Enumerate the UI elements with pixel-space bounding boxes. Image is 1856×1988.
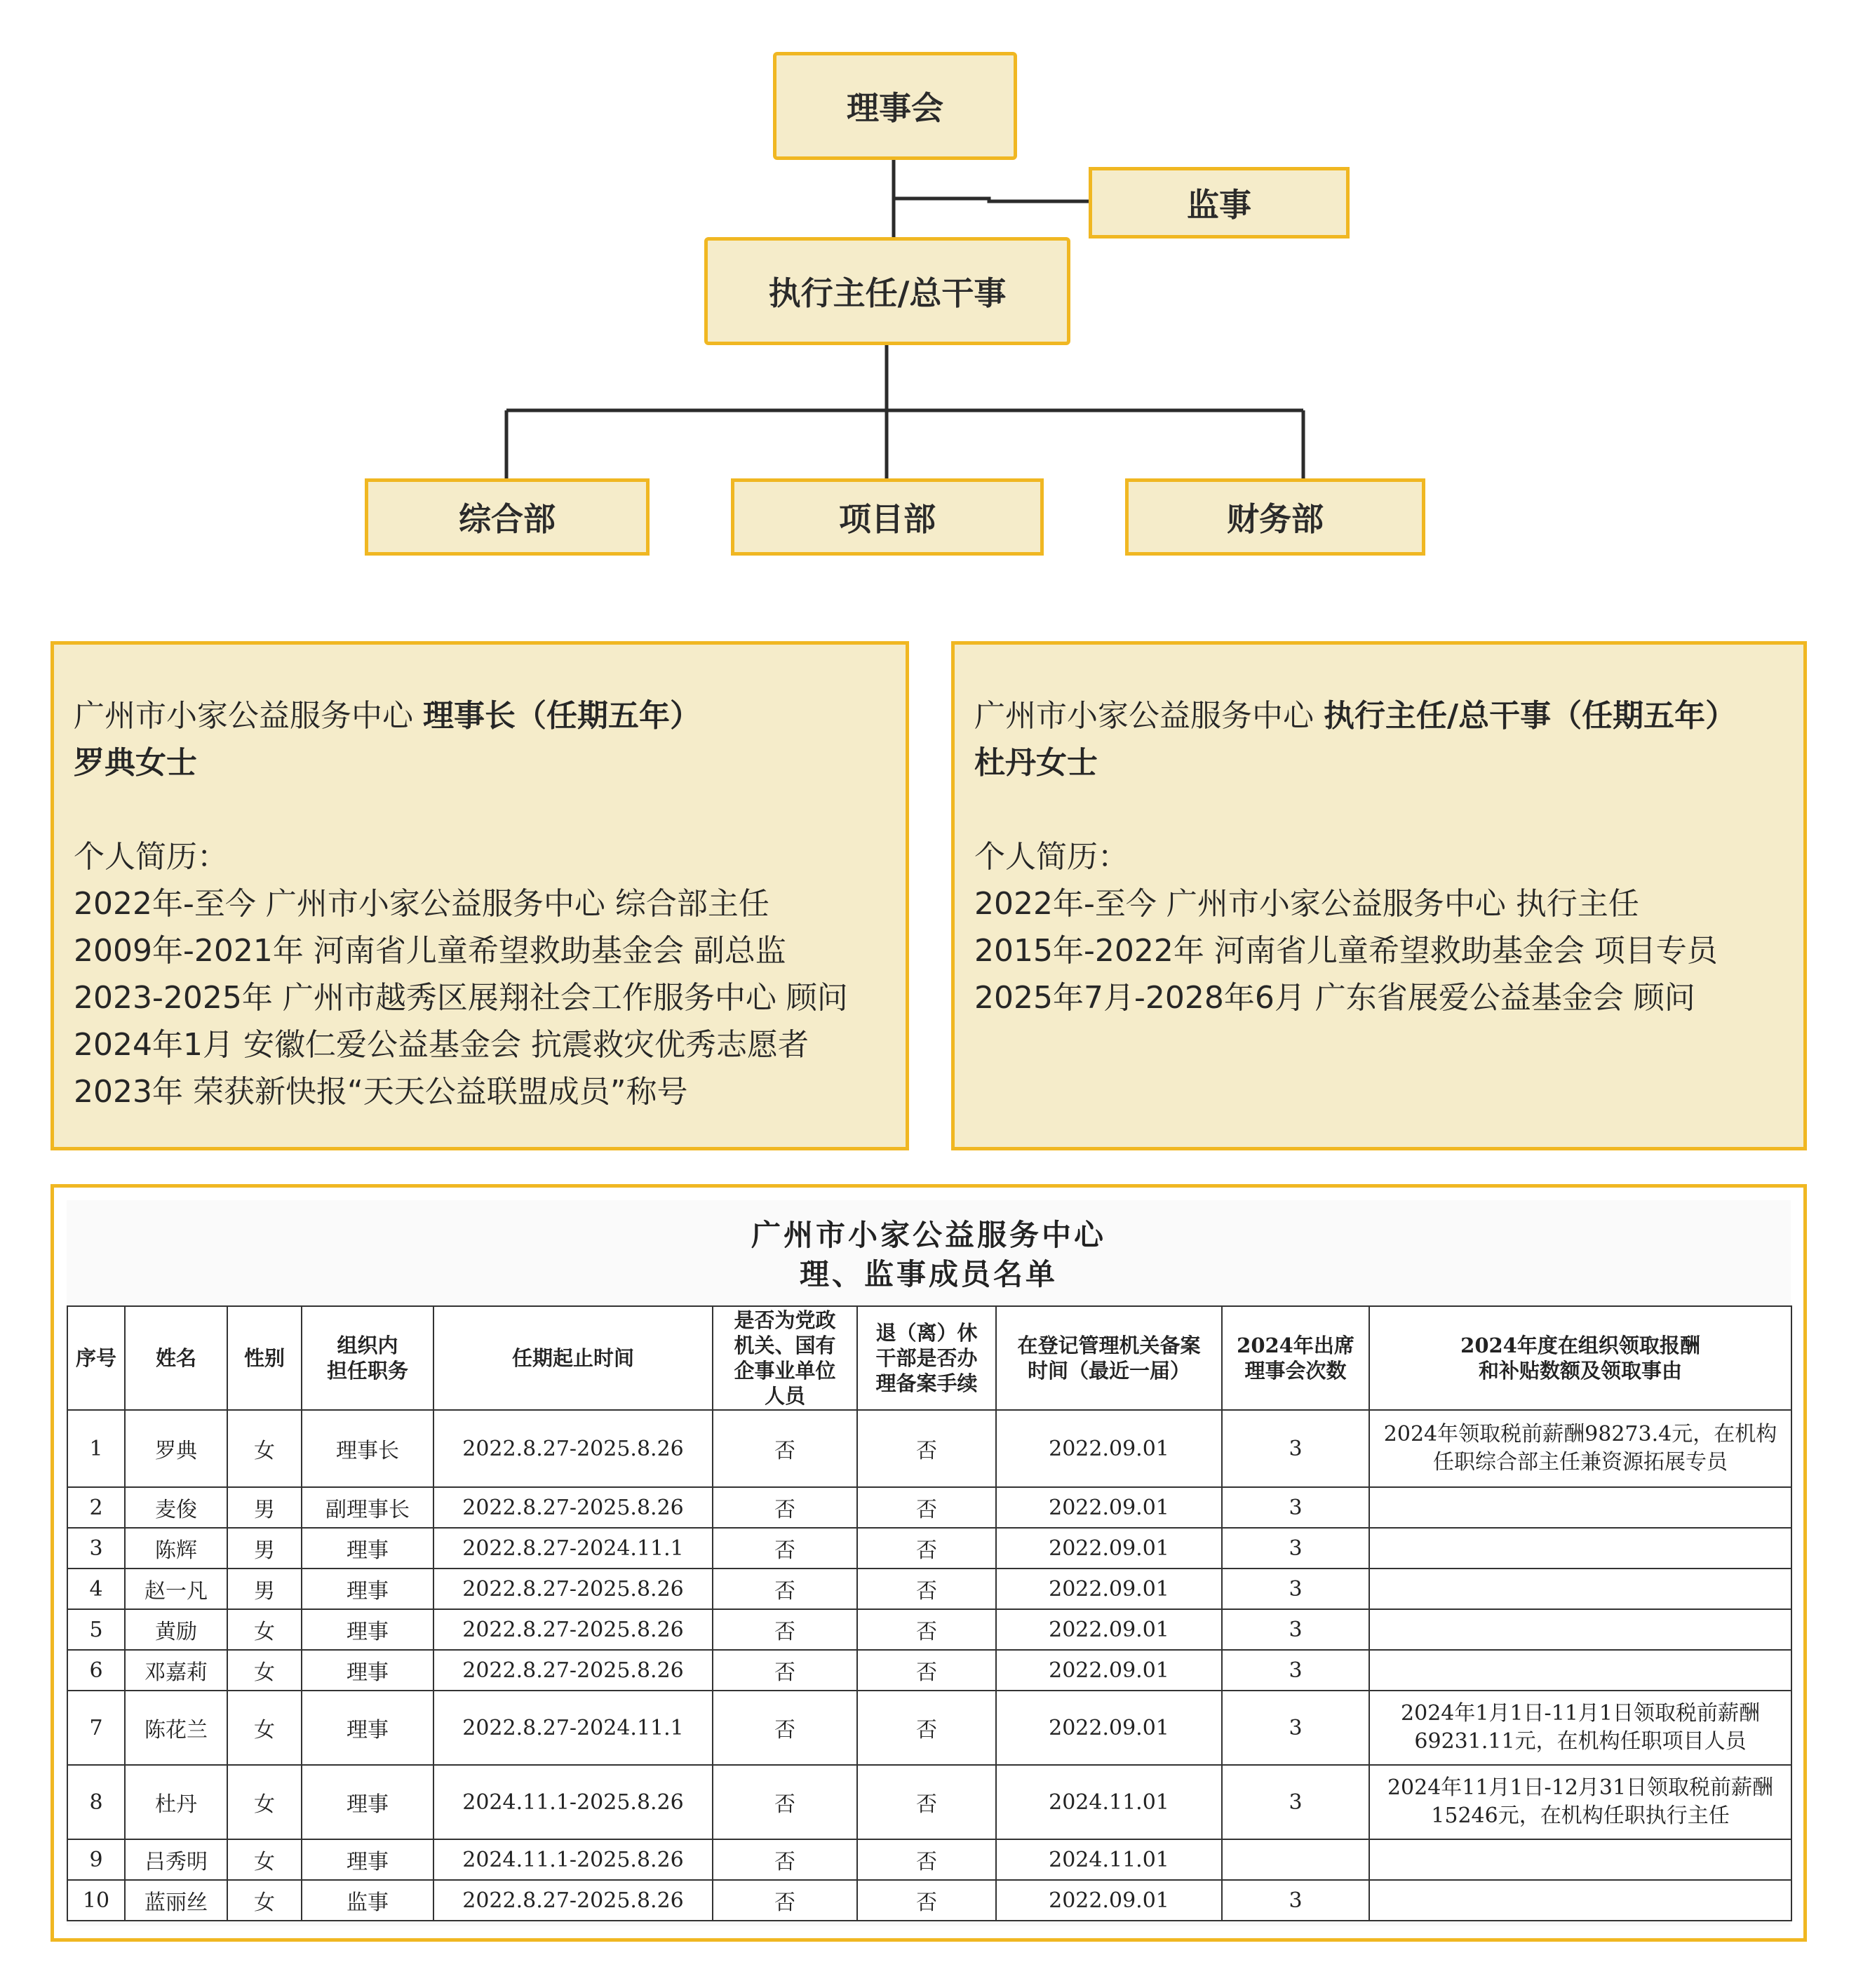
table-cell: 2022.09.01 <box>996 1569 1222 1609</box>
column-header: 任期起止时间 <box>433 1306 713 1410</box>
table-cell: 陈辉 <box>125 1528 227 1569</box>
table-cell: 女 <box>227 1609 302 1650</box>
table-cell: 4 <box>67 1569 125 1609</box>
project-dept-box: 项目部 <box>731 478 1044 556</box>
table-cell: 7 <box>67 1691 125 1765</box>
table-cell: 理事 <box>302 1569 433 1609</box>
column-header: 是否为党政 机关、国有 企事业单位 人员 <box>713 1306 857 1410</box>
table-cell: 3 <box>1222 1765 1369 1839</box>
table-cell: 否 <box>857 1691 996 1765</box>
roster-frame <box>51 1184 1807 1942</box>
table-cell: 2022.8.27-2025.8.26 <box>433 1410 713 1487</box>
bio-title <box>74 692 886 739</box>
table-cell: 3 <box>1222 1487 1369 1528</box>
table-row <box>67 1528 1791 1569</box>
column-header: 在登记管理机关备案 时间（最近一届） <box>996 1306 1222 1410</box>
table-cell: 9 <box>67 1839 125 1880</box>
resume-heading: 个人简历： <box>74 839 228 875</box>
table-row <box>67 1880 1791 1921</box>
org-name: 广州市小家公益服务中心 <box>974 698 1314 734</box>
roster-table <box>67 1305 1792 1921</box>
table-cell: 2022.09.01 <box>996 1487 1222 1528</box>
resume-heading: 个人简历： <box>974 839 1129 875</box>
column-header: 2024年出席 理事会次数 <box>1222 1306 1369 1410</box>
table-cell: 理事 <box>302 1839 433 1880</box>
table-cell: 麦俊 <box>125 1487 227 1528</box>
table-cell: 黄励 <box>125 1609 227 1650</box>
table-cell <box>1369 1650 1791 1691</box>
resume-item: 2023年 荣获新快报“天天公益联盟成员”称号 <box>74 1074 688 1110</box>
column-header: 序号 <box>67 1306 125 1410</box>
table-cell: 2022.8.27-2025.8.26 <box>433 1880 713 1921</box>
table-cell: 2022.8.27-2025.8.26 <box>433 1569 713 1609</box>
table-cell: 监事 <box>302 1880 433 1921</box>
table-cell: 1 <box>67 1410 125 1487</box>
table-cell: 6 <box>67 1650 125 1691</box>
table-cell: 男 <box>227 1528 302 1569</box>
table-cell: 2024.11.01 <box>996 1839 1222 1880</box>
table-cell: 罗典 <box>125 1410 227 1487</box>
table-cell: 否 <box>713 1839 857 1880</box>
table-cell: 2022.09.01 <box>996 1609 1222 1650</box>
table-cell: 3 <box>1222 1880 1369 1921</box>
table-cell: 理事长 <box>302 1410 433 1487</box>
table-cell: 否 <box>857 1569 996 1609</box>
table-cell: 蓝丽丝 <box>125 1880 227 1921</box>
table-cell: 否 <box>857 1410 996 1487</box>
table-cell: 2022.8.27-2025.8.26 <box>433 1487 713 1528</box>
column-header: 组织内 担任职务 <box>302 1306 433 1410</box>
person-name: 罗典女士 <box>74 745 197 781</box>
bio-title <box>974 692 1784 739</box>
table-cell: 2024年11月1日-12月31日领取税前薪酬15246元，在机构任职执行主任 <box>1369 1765 1791 1839</box>
table-row <box>67 1609 1791 1650</box>
table-cell: 3 <box>1222 1609 1369 1650</box>
table-cell: 否 <box>857 1839 996 1880</box>
executive-bio-panel <box>951 641 1807 1150</box>
table-cell: 2022.09.01 <box>996 1650 1222 1691</box>
person-name: 杜丹女士 <box>974 745 1098 781</box>
table-cell: 否 <box>857 1650 996 1691</box>
table-cell: 赵一凡 <box>125 1569 227 1609</box>
table-cell: 5 <box>67 1609 125 1650</box>
table-cell: 女 <box>227 1650 302 1691</box>
supervisor-box: 监事 <box>1089 167 1350 239</box>
table-cell: 2022.8.27-2024.11.1 <box>433 1691 713 1765</box>
roster-title-line2: 理、监事成员名单 <box>799 1257 1058 1291</box>
table-cell: 8 <box>67 1765 125 1839</box>
table-cell: 否 <box>713 1650 857 1691</box>
table-cell: 副理事长 <box>302 1487 433 1528</box>
table-cell <box>1369 1609 1791 1650</box>
table-cell: 女 <box>227 1691 302 1765</box>
executive-box: 执行主任/总干事 <box>704 237 1070 345</box>
table-row <box>67 1765 1791 1839</box>
board-box: 理事会 <box>773 52 1017 160</box>
table-cell: 2022.8.27-2025.8.26 <box>433 1650 713 1691</box>
resume-item: 2022年-至今 广州市小家公益服务中心 执行主任 <box>974 886 1639 922</box>
table-row <box>67 1410 1791 1487</box>
table-cell: 理事 <box>302 1528 433 1569</box>
table-cell <box>1369 1487 1791 1528</box>
table-cell: 男 <box>227 1569 302 1609</box>
table-cell: 2024.11.01 <box>996 1765 1222 1839</box>
table-cell: 3 <box>1222 1410 1369 1487</box>
table-row <box>67 1691 1791 1765</box>
table-cell: 理事 <box>302 1650 433 1691</box>
table-cell: 否 <box>713 1569 857 1609</box>
table-row <box>67 1487 1791 1528</box>
table-cell: 否 <box>713 1487 857 1528</box>
table-cell: 否 <box>857 1880 996 1921</box>
table-cell: 3 <box>1222 1528 1369 1569</box>
table-cell <box>1369 1528 1791 1569</box>
table-cell: 否 <box>713 1765 857 1839</box>
table-cell: 否 <box>713 1691 857 1765</box>
table-cell: 女 <box>227 1765 302 1839</box>
role-title: 理事长（任期五年） <box>423 698 701 734</box>
table-cell: 杜丹 <box>125 1765 227 1839</box>
table-cell: 否 <box>857 1487 996 1528</box>
resume-item: 2024年1月 安徽仁爱公益基金会 抗震救灾优秀志愿者 <box>74 1027 809 1063</box>
resume-item: 2015年-2022年 河南省儿童希望救助基金会 项目专员 <box>974 933 1718 969</box>
table-cell: 2022.09.01 <box>996 1410 1222 1487</box>
column-header: 退（离）休 干部是否办 理备案手续 <box>857 1306 996 1410</box>
table-cell: 3 <box>1222 1569 1369 1609</box>
table-cell: 2024.11.1-2025.8.26 <box>433 1839 713 1880</box>
table-cell: 2022.09.01 <box>996 1691 1222 1765</box>
table-row <box>67 1839 1791 1880</box>
roster-sheet <box>67 1200 1791 1926</box>
table-cell <box>1369 1880 1791 1921</box>
table-cell <box>1369 1839 1791 1880</box>
resume-item: 2023-2025年 广州市越秀区展翔社会工作服务中心 顾问 <box>74 980 848 1016</box>
column-header: 2024年度在组织领取报酬 和补贴数额及领取事由 <box>1369 1306 1791 1410</box>
table-cell: 3 <box>67 1528 125 1569</box>
table-cell: 陈花兰 <box>125 1691 227 1765</box>
table-cell: 吕秀明 <box>125 1839 227 1880</box>
table-cell <box>1369 1569 1791 1609</box>
table-cell: 3 <box>1222 1650 1369 1691</box>
org-name: 广州市小家公益服务中心 <box>74 698 413 734</box>
table-cell: 2024年1月1日-11月1日领取税前薪酬69231.11元，在机构任职项目人员 <box>1369 1691 1791 1765</box>
table-cell: 理事 <box>302 1609 433 1650</box>
roster-title-line1: 广州市小家公益服务中心 <box>751 1218 1106 1252</box>
table-cell: 2024年领取税前薪酬98273.4元，在机构任职综合部主任兼资源拓展专员 <box>1369 1410 1791 1487</box>
table-row <box>67 1569 1791 1609</box>
table-header-row <box>67 1306 1791 1410</box>
table-body <box>67 1410 1791 1921</box>
column-header: 性别 <box>227 1306 302 1410</box>
board-to-supervisor-line <box>894 199 1089 201</box>
table-cell: 女 <box>227 1880 302 1921</box>
table-cell: 2022.8.27-2025.8.26 <box>433 1609 713 1650</box>
resume-item: 2022年-至今 广州市小家公益服务中心 综合部主任 <box>74 886 769 922</box>
table-cell: 10 <box>67 1880 125 1921</box>
table-cell: 女 <box>227 1410 302 1487</box>
role-title: 执行主任/总干事（任期五年） <box>1324 698 1737 734</box>
table-cell <box>1222 1839 1369 1880</box>
table-cell: 2 <box>67 1487 125 1528</box>
finance-dept-box: 财务部 <box>1125 478 1425 556</box>
column-header: 姓名 <box>125 1306 227 1410</box>
table-cell: 邓嘉莉 <box>125 1650 227 1691</box>
table-cell: 2022.8.27-2024.11.1 <box>433 1528 713 1569</box>
table-cell: 否 <box>857 1765 996 1839</box>
resume-item: 2009年-2021年 河南省儿童希望救助基金会 副总监 <box>74 933 786 969</box>
table-cell: 2024.11.1-2025.8.26 <box>433 1765 713 1839</box>
table-cell: 理事 <box>302 1691 433 1765</box>
table-cell: 2022.09.01 <box>996 1880 1222 1921</box>
general-dept-box: 综合部 <box>365 478 650 556</box>
table-cell: 男 <box>227 1487 302 1528</box>
table-cell: 否 <box>713 1528 857 1569</box>
table-cell: 2022.09.01 <box>996 1528 1222 1569</box>
chairperson-bio-panel <box>51 641 909 1150</box>
table-cell: 3 <box>1222 1691 1369 1765</box>
table-cell: 否 <box>713 1410 857 1487</box>
table-cell: 否 <box>857 1528 996 1569</box>
table-cell: 女 <box>227 1839 302 1880</box>
table-cell: 否 <box>713 1609 857 1650</box>
table-cell: 理事 <box>302 1765 433 1839</box>
roster-title <box>67 1200 1791 1305</box>
resume-item: 2025年7月-2028年6月 广东省展爱公益基金会 顾问 <box>974 980 1695 1016</box>
table-cell: 否 <box>857 1609 996 1650</box>
table-row <box>67 1650 1791 1691</box>
table-cell: 否 <box>713 1880 857 1921</box>
